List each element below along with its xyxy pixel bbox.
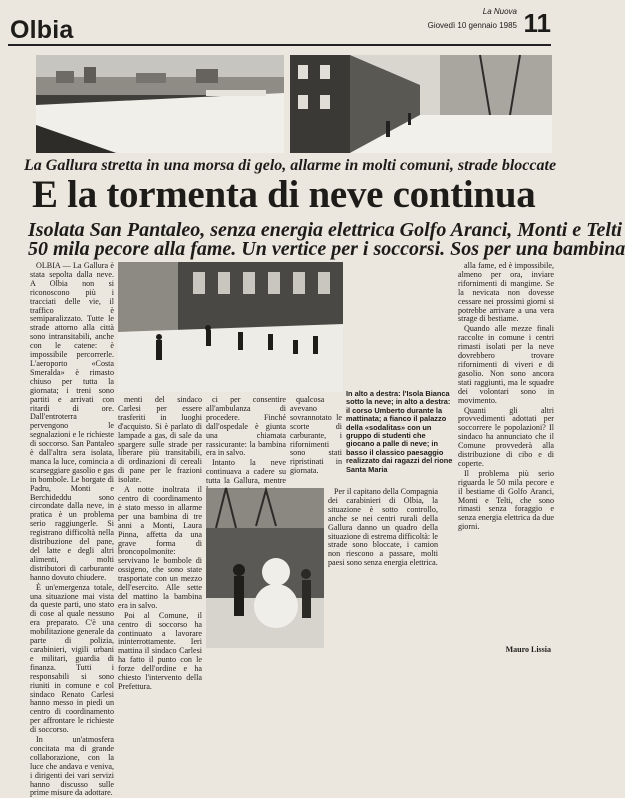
paragraph: In un'atmosfera concitata ma di grande collaborazione, con la luce che andava e veniva, i dirigenti dei vari servizi hanno discusso sulle prime misure da adottare. — [30, 735, 114, 798]
paragraph: Quando alle mezze finali raccolte in comune i centri rimasti isolati per la neve dovrebbero trovare rifornimenti di viveri e di gasolio. Non sono ancora stati raggiunti, ma le squadre dei volontari sono in movimento. — [458, 324, 554, 405]
paragraph: È un'emergenza totale, una situazione mai vista da queste parti, uno stato di cose al quale nessuno era preparato. C'è una mobilitazione generale da parte di polizia, carabinieri, vigili urbani e militari, guardia di finanza. Tutti i responsabili si sono riuniti in comune e col sindaco Renato Carlesi hanno messo in piedi un centro di coordinamento per affrontare le richieste di soccorso. — [30, 582, 114, 735]
article-column-1 — [30, 261, 114, 798]
paragraph: qualcosa avevano sovrannotato le scorte di carburante, i rifornimenti sono stati ripristinati in giornata. — [290, 395, 342, 476]
article-column-3 — [206, 396, 286, 484]
paragraph: Intanto la neve continuava a cadere su tutta la Gallura, mentre — [206, 458, 286, 486]
article-column-2 — [118, 395, 202, 691]
photo-harbor-snow — [36, 55, 284, 153]
photo-corso-umberto-snow — [290, 55, 552, 153]
main-headline: E la tormenta di neve continua — [32, 173, 536, 216]
photo-students-snowball — [118, 262, 343, 392]
article-column-4-top — [290, 396, 342, 484]
paragraph: menti del sindaco Carlesi per essere trasferiti in luoghi d'acquisto. Si è parlato di lampade a gas, di sale da spargere sulle strade per liberare più transitabili, di ordinazioni di cereali di pane per le frazioni isolate. — [118, 395, 202, 485]
photo-caption: In alto a destra: l'Isola Bianca sotto la neve; in alto a destra: il corso Umberto durante la mattinata; a fianco il palazzo della «sodalitas» con un gruppo di studenti che giocano a palle di neve; in basso il classico paesaggio realizzato dai ragazzi del rione Santa Maria — [346, 389, 453, 474]
paragraph: Poi al Comune, il centro di soccorso ha continuato a lavorare ininterrottamente. Ieri mattina il sindaco Carlesi ha fatto il punto con le forze dell'ordine e ha chiesto l'intervento della Prefettura. — [118, 610, 202, 691]
paragraph: A notte inoltrata il centro di coordinamento è stato messo in allarme per una bambina di tre anni a Monti, Laura Pinna, affetta da una grave forma di broncopolmonite: servivano le bombole di ossigeno, che sono state trasportate con un mezzo dell'esercito. Alle sette del mattino la bambina era in salvo. — [118, 485, 202, 610]
page-header — [8, 4, 551, 46]
issue-date: Giovedì 10 gennaio 1985 — [427, 21, 517, 30]
author-signature: Mauro Lissia — [505, 645, 551, 654]
publication-name: La Nuova — [482, 7, 517, 16]
paragraph: ci per consentire all'ambulanza di procedere. Finché dall'ospedale è giunta una chiamata rassicurante: la bambina era in salvo. — [206, 395, 286, 458]
section-title: Olbia — [10, 16, 74, 44]
paragraph: Per il capitano della Compagnia dei carabinieri di Olbia, la situazione è sotto controllo, anche se nei centri rurali della Gallura danno un quadro della situazione di estrema difficoltà: le strade sono bloccate, i camion non riescono a passare, molti paesi sono senza energia elettrica. — [328, 487, 438, 568]
subheadline-line-2: 50 mila pecore alla fame. Un vertice per i soccorsi. Sos per una bambina — [28, 238, 625, 260]
photo-street-illustration — [290, 55, 552, 153]
paragraph: Quanti gli altri provvedimenti adottati per soccorrere le popolazioni? Il sindaco ha annunciato che il Comune provvederà alla distribuzione di cibo e di coperte. — [458, 405, 554, 468]
article-column-5 — [458, 262, 554, 642]
photo-harbor-illustration — [36, 55, 284, 153]
subheadline — [28, 219, 625, 260]
photo-snowman — [206, 488, 324, 648]
subheadline-line-1: Isolata San Pantaleo, senza energia elettrica Golfo Aranci, Monti e Telti — [28, 219, 623, 241]
article-column-4 — [328, 488, 438, 648]
photo-snowman-illustration — [206, 488, 324, 648]
kicker: La Gallura stretta in una morsa di gelo, allarme in molti comuni, strade bloccate — [24, 157, 557, 174]
paragraph: Il problema più serio riguarda le 50 mila pecore e il bestiame di Golfo Aranci, Monti e Telti, che sono rimasti senza foraggio e senza energia elettrica da due giorni. — [458, 468, 554, 532]
page-number: 11 — [523, 8, 551, 38]
paragraph: OLBIA — La Gallura è stata sepolta dalla neve. A Olbia non si riconoscono più i tracciati delle vie, il traffico è semiparalizzato. Tutte le strade attorno alla città sono intransitabili, anche con le catene: è impossibile percorrerle. L'aeroporto «Costa Smeralda» è rimasto chiuso per tutta la giornata; i treni sono partiti e arrivati con ritardi di ore. Dall'entroterra pervengono le segnalazioni e le richieste di soccorso. San Pantaleo è dall'altra sera isolata, manca la luce, comincia a scarseggiare gasolio e gas in bombole. Le borgate di Padru, Monti e Berchideddu sono circondate dalla neve, in pratica è un problema serio raggiungerle. Si registrano difficoltà nella distribuzione del pane, del latte e degli altri alimenti, molti distributori di carburante hanno dovuto chiudere. — [30, 261, 114, 582]
paragraph: alla fame, ed è impossibile, almeno per ora, inviare rifornimenti di mangime. Se la nevicata non dovesse cessare nei prossimi giorni si potrebbe arrivare a una vera strage di bestiame. — [458, 261, 554, 324]
photo-square-illustration — [118, 262, 343, 392]
